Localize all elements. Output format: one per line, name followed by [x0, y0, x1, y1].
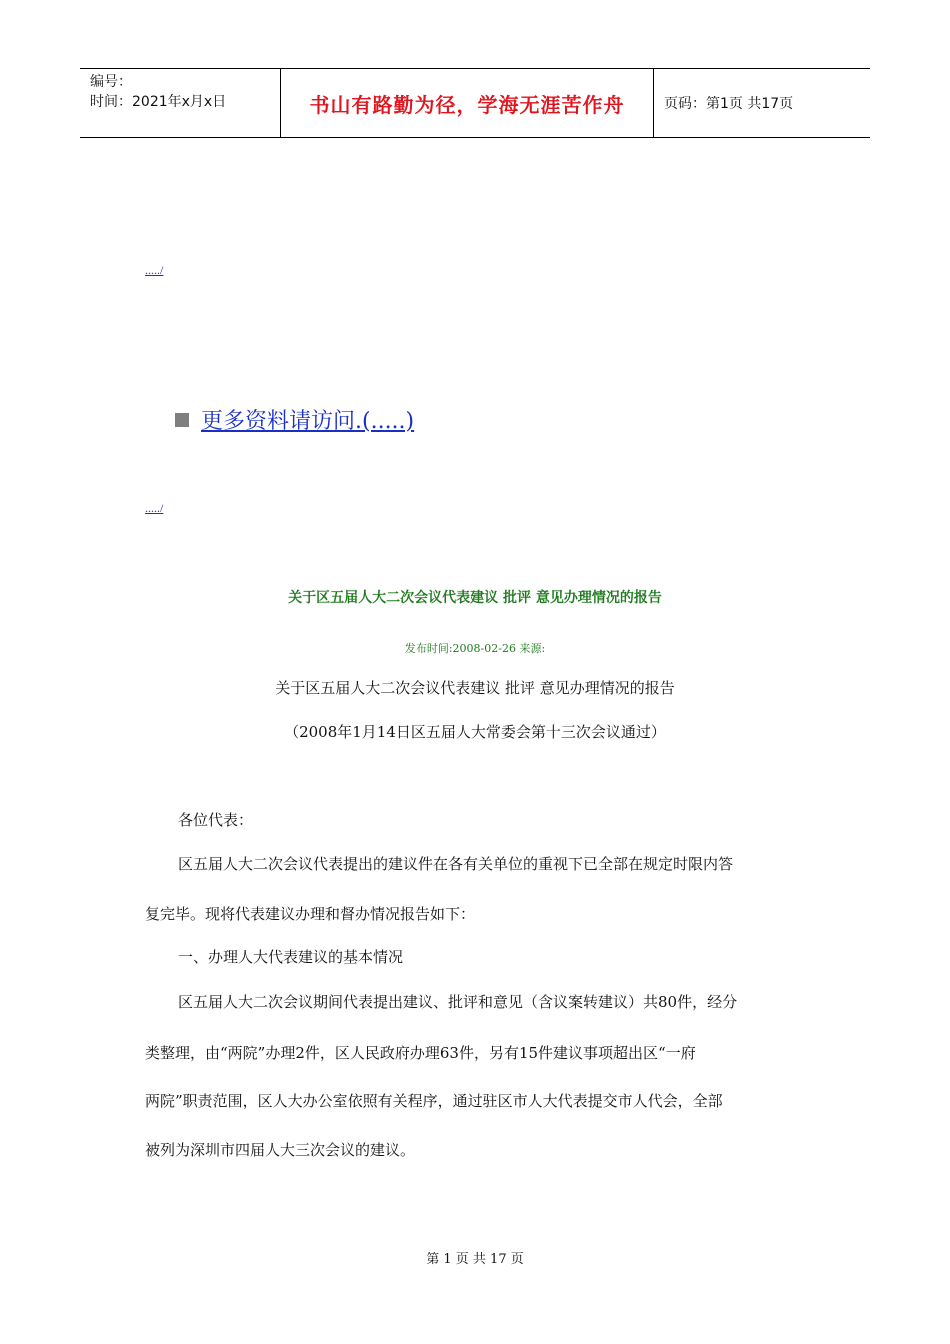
publish-info: 发布时间:2008-02-26 来源: — [404, 642, 546, 655]
document-time-label: 时间：2021年x月x日 — [90, 94, 227, 110]
top-link[interactable]: ...../ — [145, 263, 164, 277]
body-line: 类整理，由“两院”办理2件，区人民政府办理63件，另有15件建议事项超出区“一府 — [145, 1044, 696, 1062]
header-page-info: 页码：第1页 共17页 — [664, 96, 794, 112]
body-line: 复完毕。现将代表建议办理和督办情况报告如下： — [145, 905, 476, 923]
header-page-cell — [654, 69, 870, 137]
salutation-line: 各位代表： — [178, 811, 254, 829]
header-motto: 书山有路勤为径，学海无涯苦作舟 — [309, 92, 625, 117]
more-resources-row — [175, 404, 414, 435]
header-meta-cell — [80, 69, 281, 137]
body-line: 区五届人大二次会议期间代表提出建议、批评和意见（含议案转建议）共80件，经分 — [178, 993, 738, 1011]
document-number-label: 编号： — [90, 74, 132, 90]
section-heading: 一、办理人大代表建议的基本情况 — [178, 948, 404, 966]
more-resources-link[interactable]: 更多资料请访问.(.....) — [201, 409, 415, 434]
header-motto-cell — [281, 69, 654, 137]
square-bullet-icon — [175, 413, 189, 427]
article-title: 关于区五届人大二次会议代表建议 批评 意见办理情况的报告 — [275, 679, 675, 697]
body-line: 两院”职责范围，区人大办公室依照有关程序，通过驻区市人大代表提交市人代会，全部 — [145, 1092, 723, 1110]
footer-page-number: 第 1 页 共 17 页 — [426, 1252, 524, 1267]
article-subtitle: （2008年1月14日区五届人大常委会第十三次会议通过） — [284, 723, 666, 741]
body-line: 区五届人大二次会议代表提出的建议件在各有关单位的重视下已全部在规定时限内答 — [178, 855, 734, 873]
article-green-title: 关于区五届人大二次会议代表建议 批评 意见办理情况的报告 — [288, 590, 662, 606]
body-line: 被列为深圳市四届人大三次会议的建议。 — [145, 1141, 416, 1159]
header-table — [80, 68, 870, 138]
second-link[interactable]: ...../ — [145, 501, 164, 515]
